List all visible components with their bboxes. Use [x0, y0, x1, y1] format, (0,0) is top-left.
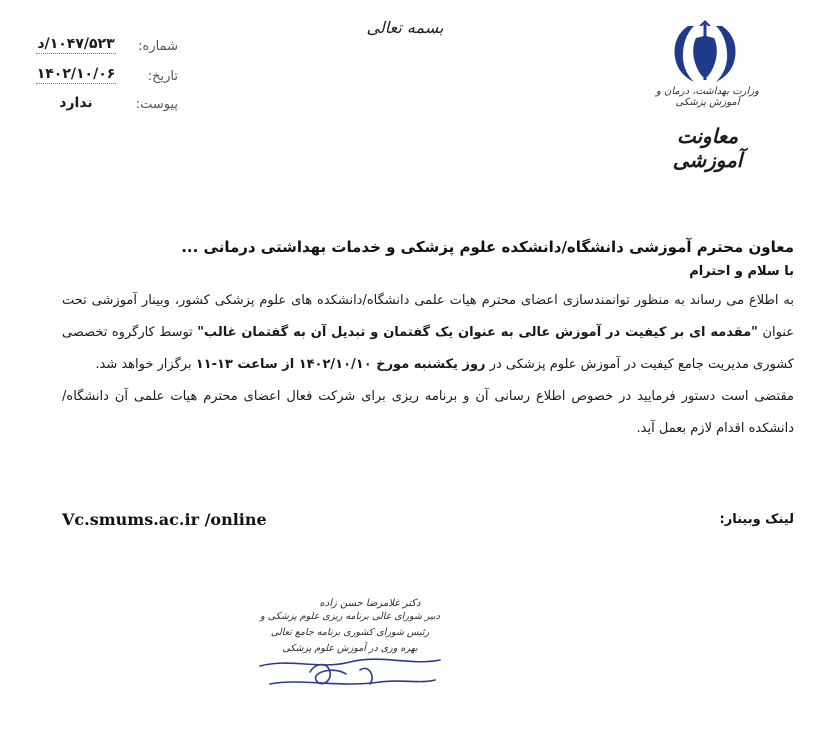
signatory-title-2: رئیس شورای کشوری برنامه جامع تعالی [270, 627, 430, 638]
attachment-label: پیوست: [135, 97, 178, 112]
number-label: شماره: [138, 39, 178, 54]
date-label: تاریخ: [147, 69, 178, 84]
webinar-link-label: لینک وبینار: [719, 512, 794, 527]
announcement-text-a: به اطلاع می رساند به منظور توانمندسازی اعضای محترم هیات علمی دانشگاه/دانشکده های علوم پزشکی کشور، وبینار آموزشی تحت عنوان [62, 293, 795, 340]
signatory-title-1: دبیر شورای عالی برنامه ریزی علوم پزشکی و [260, 611, 440, 622]
number-row [18, 32, 178, 54]
signatory-title-3: بهره وری در آموزش علوم پزشکی [282, 643, 418, 654]
signatory-name: دکتر غلامرضا حسن زاده [319, 598, 421, 609]
number-value: ۱۰۴۷/۵۲۳/د [37, 36, 115, 52]
deputy-name: معاونت آموزشی [672, 124, 743, 172]
invocation-heading: بسمه تعالی [366, 18, 444, 37]
paragraph-request: مقتضی است دستور فرمایید در خصوص اطلاع رسانی آن و برنامه ریزی برای شرکت فعال اعضای محترم هیات علمی آن دانشگاه/دانشکده اقدام لازم بعمل آید. [62, 389, 794, 436]
webinar-title: "مقدمه ای بر کیفیت در آموزش عالی به عنوان یک گفتمان و تبدیل آن به گفتمان غالب" [197, 325, 758, 340]
addressee: معاون محترم آموزشی دانشگاه/دانشکده علوم پزشکی و خدمات بهداشتی درمانی ... [181, 238, 794, 256]
paragraph-announcement [62, 285, 794, 381]
attachment-row [18, 90, 178, 112]
ministry-name: وزارت بهداشت، درمان و آموزش پزشکی [656, 86, 759, 108]
webinar-link[interactable]: Vc.smums.ac.ir /online [62, 510, 267, 529]
letter-body [62, 238, 794, 445]
handwritten-signature-icon [250, 644, 450, 704]
attachment-value: ندارد [59, 95, 93, 111]
ministry-emblem-icon [668, 18, 742, 86]
webinar-datetime: روز یکشنبه مورخ ۱۴۰۲/۱۰/۱۰ از ساعت ۱۳-۱۱ [195, 357, 486, 372]
announcement-text-c: برگزار خواهد شد. [95, 357, 196, 372]
greeting: با سلام و احترام [689, 264, 794, 279]
date-value: ۱۴۰۲/۱۰/۰۶ [36, 66, 116, 82]
date-row [18, 62, 178, 84]
announcement-text-b: توسط کارگروه تخصصی کشوری مدیریت جامع کیفیت در آموزش علوم پزشکی در [62, 325, 794, 372]
